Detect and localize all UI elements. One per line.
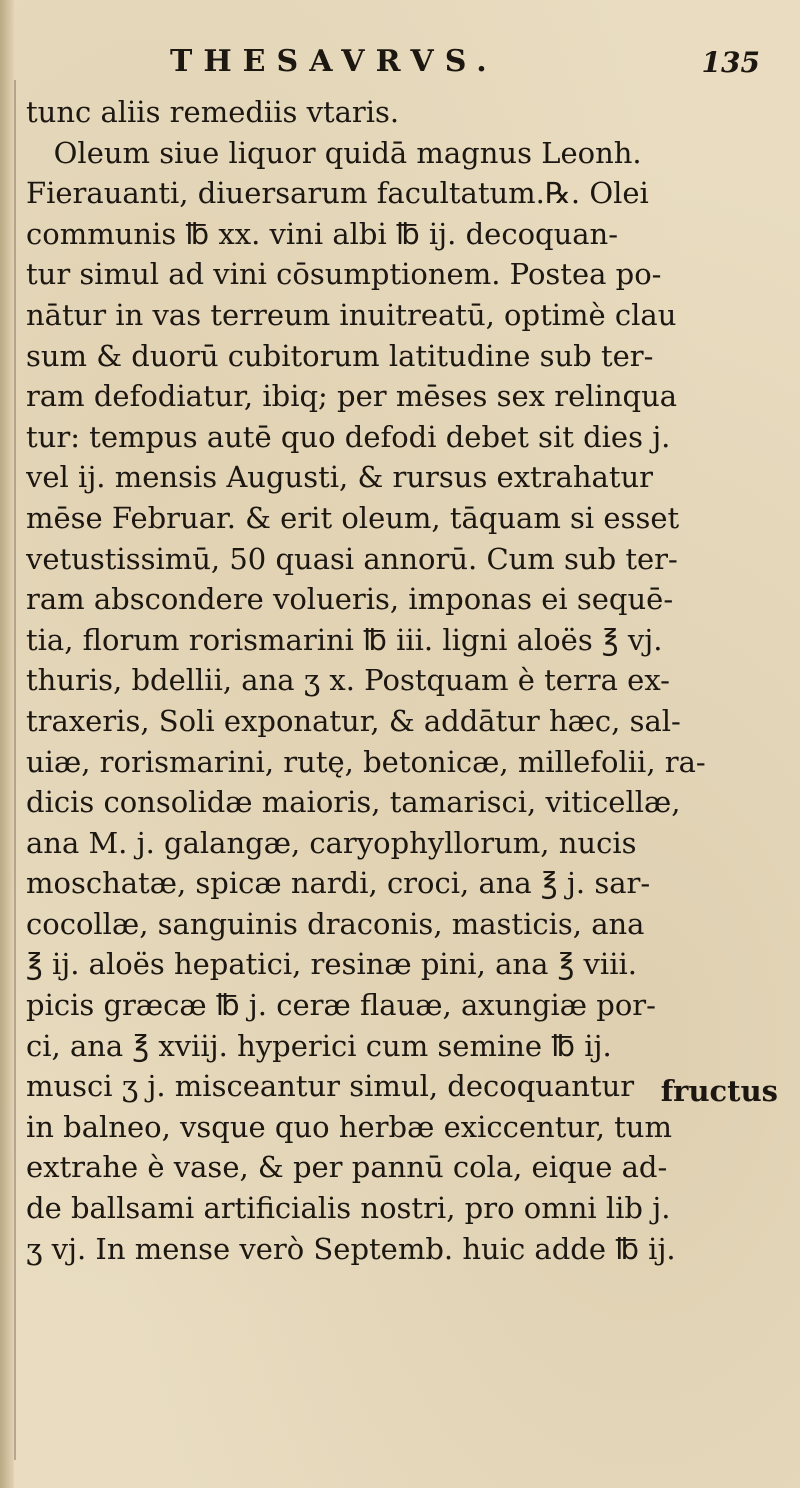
page-header <box>170 44 780 78</box>
text-line: tur simul ad vini cōsumptionem. Postea po- <box>26 257 662 292</box>
catchword-row <box>26 1070 778 1112</box>
text-line: dicis consolidæ maioris, tamarisci, viticellæ, <box>26 785 681 820</box>
text-line: cocollæ, sanguinis draconis, masticis, ana <box>26 906 645 941</box>
text-line: ci, ana ℥ xviij. hyperici cum semine ℔ ij. <box>26 1028 612 1063</box>
text-line: mēse Februar. & erit oleum, tāquam si esset <box>26 500 680 535</box>
text-line: communis ℔ xx. vini albi ℔ ij. decoquan- <box>26 216 619 251</box>
text-line: thuris, bdellii, ana ʒ x. Postquam è terra ex- <box>26 663 670 698</box>
text-line: Oleum siue liquor quidā magnus Leonh. <box>26 135 642 170</box>
text-line: extrahe è vase, & per pannū cola, eique ad- <box>26 1150 668 1185</box>
text-line: moschatæ, spicæ nardi, croci, ana ℥ j. sar- <box>26 866 651 901</box>
text-line: ℥ ij. aloës hepatici, resinæ pini, ana ℥ viii. <box>26 947 637 982</box>
text-line: vel ij. mensis Augusti, & rursus extrahatur <box>26 460 654 495</box>
text-line: uiæ, rorismarini, rutę, betonicæ, millefolii, ra- <box>26 744 706 779</box>
gutter-shadow-line <box>14 80 16 1460</box>
text-line: picis græcæ ℔ j. ceræ flauæ, axungiæ por- <box>26 988 656 1023</box>
text-line: ram abscondere volueris, imponas ei sequē- <box>26 582 674 617</box>
text-line: ana M. j. galangæ, caryophyllorum, nucis <box>26 825 637 860</box>
text-line: Fierauanti, diuersarum facultatum.℞. Olei <box>26 176 649 211</box>
text-line: in balneo, vsque quo herbæ exiccentur, tum <box>26 1109 672 1144</box>
text-line: nātur in vas terreum inuitreatū, optimè clau <box>26 297 677 332</box>
text-line: tur: tempus autē quo defodi debet sit dies j. <box>26 419 671 454</box>
page-gutter <box>0 0 14 1488</box>
text-line: sum & duorū cubitorum latitudine sub ter- <box>26 338 654 373</box>
text-line: tia, florum rorismarini ℔ iii. ligni aloës ℥ vj. <box>26 622 663 657</box>
catchword: fructus <box>660 1074 778 1108</box>
text-line: ram defodiatur, ibiq; per mēses sex relinqua <box>26 379 678 414</box>
text-line: vetustissimū, 50 quasi annorū. Cum sub ter- <box>26 541 678 576</box>
running-title: THESAVRVS. <box>170 44 498 79</box>
text-line: musci ʒ j. misceantur simul, decoquantur <box>26 1069 635 1104</box>
text-line: ʒ vj. In mense verò Septemb. huic adde ℔ ij. <box>26 1231 676 1266</box>
text-line: de ballsami artificialis nostri, pro omni lib j. <box>26 1191 671 1226</box>
text-line: traxeris, Soli exponatur, & addātur hæc, sal- <box>26 703 681 738</box>
page-number: 135 <box>701 46 760 79</box>
text-line: tunc aliis remediis vtaris. <box>26 95 400 129</box>
